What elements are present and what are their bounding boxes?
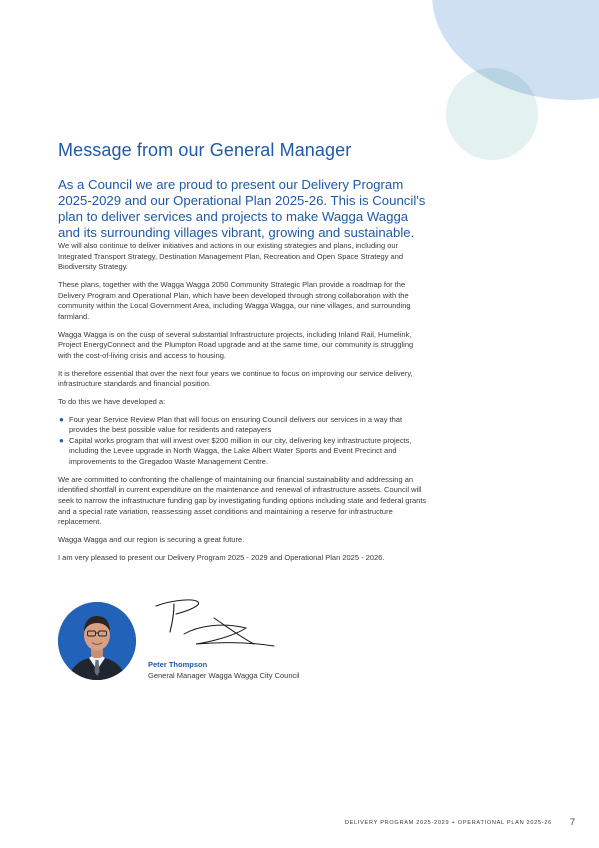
initiatives-list: [58, 415, 428, 468]
signer-title: General Manager Wagga Wagga City Council: [148, 671, 300, 680]
portrait-photo: [58, 602, 136, 680]
body-paragraph: To do this we have developed a:: [58, 396, 166, 406]
footer-document-title: DELIVERY PROGRAM 2025-2029 + OPERATIONAL PLAN 2025-26: [344, 820, 552, 826]
body-paragraph: Wagga Wagga and our region is securing a great future.: [58, 534, 245, 544]
page-title: Message from our General Manager: [58, 140, 352, 160]
body-paragraph: It is therefore essential that over the next four years we continue to focus on improving our service delivery, infrastructure standards and financial position.: [58, 368, 413, 389]
body-paragraph: We will also continue to deliver initiatives and actions in our existing strategies and plans, including our Integrated Transport Strategy, Destination Management Plan, Recreation and Open Space Strategy and Biodiversity Strategy.: [58, 241, 404, 272]
decorative-circle-small: [446, 68, 538, 160]
body-paragraph: These plans, together with the Wagga Wagga 2050 Community Strategic Plan provide a roadmap for the Delivery Program and Operational Plan, which have been developed through strong collaboration with the community within the Local Government Area, including Wagga Wagga, our nine villages, and surrounding farmland.: [58, 279, 411, 321]
lead-paragraph: As a Council we are proud to present our Delivery Program 2025-2029 and our Operational Plan 2025-26. This is Council's plan to deliver services and projects to make Wagga Wagga and its surrounding villages vibrant, growing and sustainable.: [58, 177, 426, 240]
body-paragraph: Wagga Wagga is on the cusp of several substantial Infrastructure projects, including Inland Rail, Humelink, Project EnergyConnect and the Plumpton Road upgrade and at the same time, our community is struggling with the cost-of-living crisis and access to housing.: [58, 329, 414, 360]
list-item: [58, 436, 428, 468]
bullet-dot-icon: ●: [59, 414, 64, 424]
signer-name: Peter Thompson: [148, 660, 208, 669]
list-item: [58, 415, 428, 436]
list-item-text: Capital works program that will invest over $200 million in our city, delivering key infrastructure projects, including the Levee upgrade in North Wagga, the Lake Albert Water Sports and Event Precinct and improvements to the Gregadoo Waste Management Centre.: [69, 435, 412, 467]
body-paragraph: We are committed to confronting the challenge of maintaining our financial sustainability and addressing an identified shortfall in current expenditure on the maintenance and renewal of infrastructure assets. Council will seek to narrow the infrastructure funding gap by investigating funding options including state and federal grants and a special rate variation, reassessing asset conditions and maintaining a reserve for infrastructure replacement.: [58, 474, 427, 527]
avatar: [58, 602, 136, 680]
page-number: 7: [570, 817, 576, 827]
body-paragraph: I am very pleased to present our Delivery Program 2025 - 2029 and Operational Plan 2025 - 2026.: [58, 552, 385, 562]
list-item-text: Four year Service Review Plan that will focus on ensuring Council delivers our services in a way that provides the best possible value for residents and ratepayers: [69, 414, 403, 435]
message-body: [58, 241, 428, 571]
handwritten-signature: [150, 598, 280, 650]
bullet-dot-icon: ●: [59, 435, 64, 445]
